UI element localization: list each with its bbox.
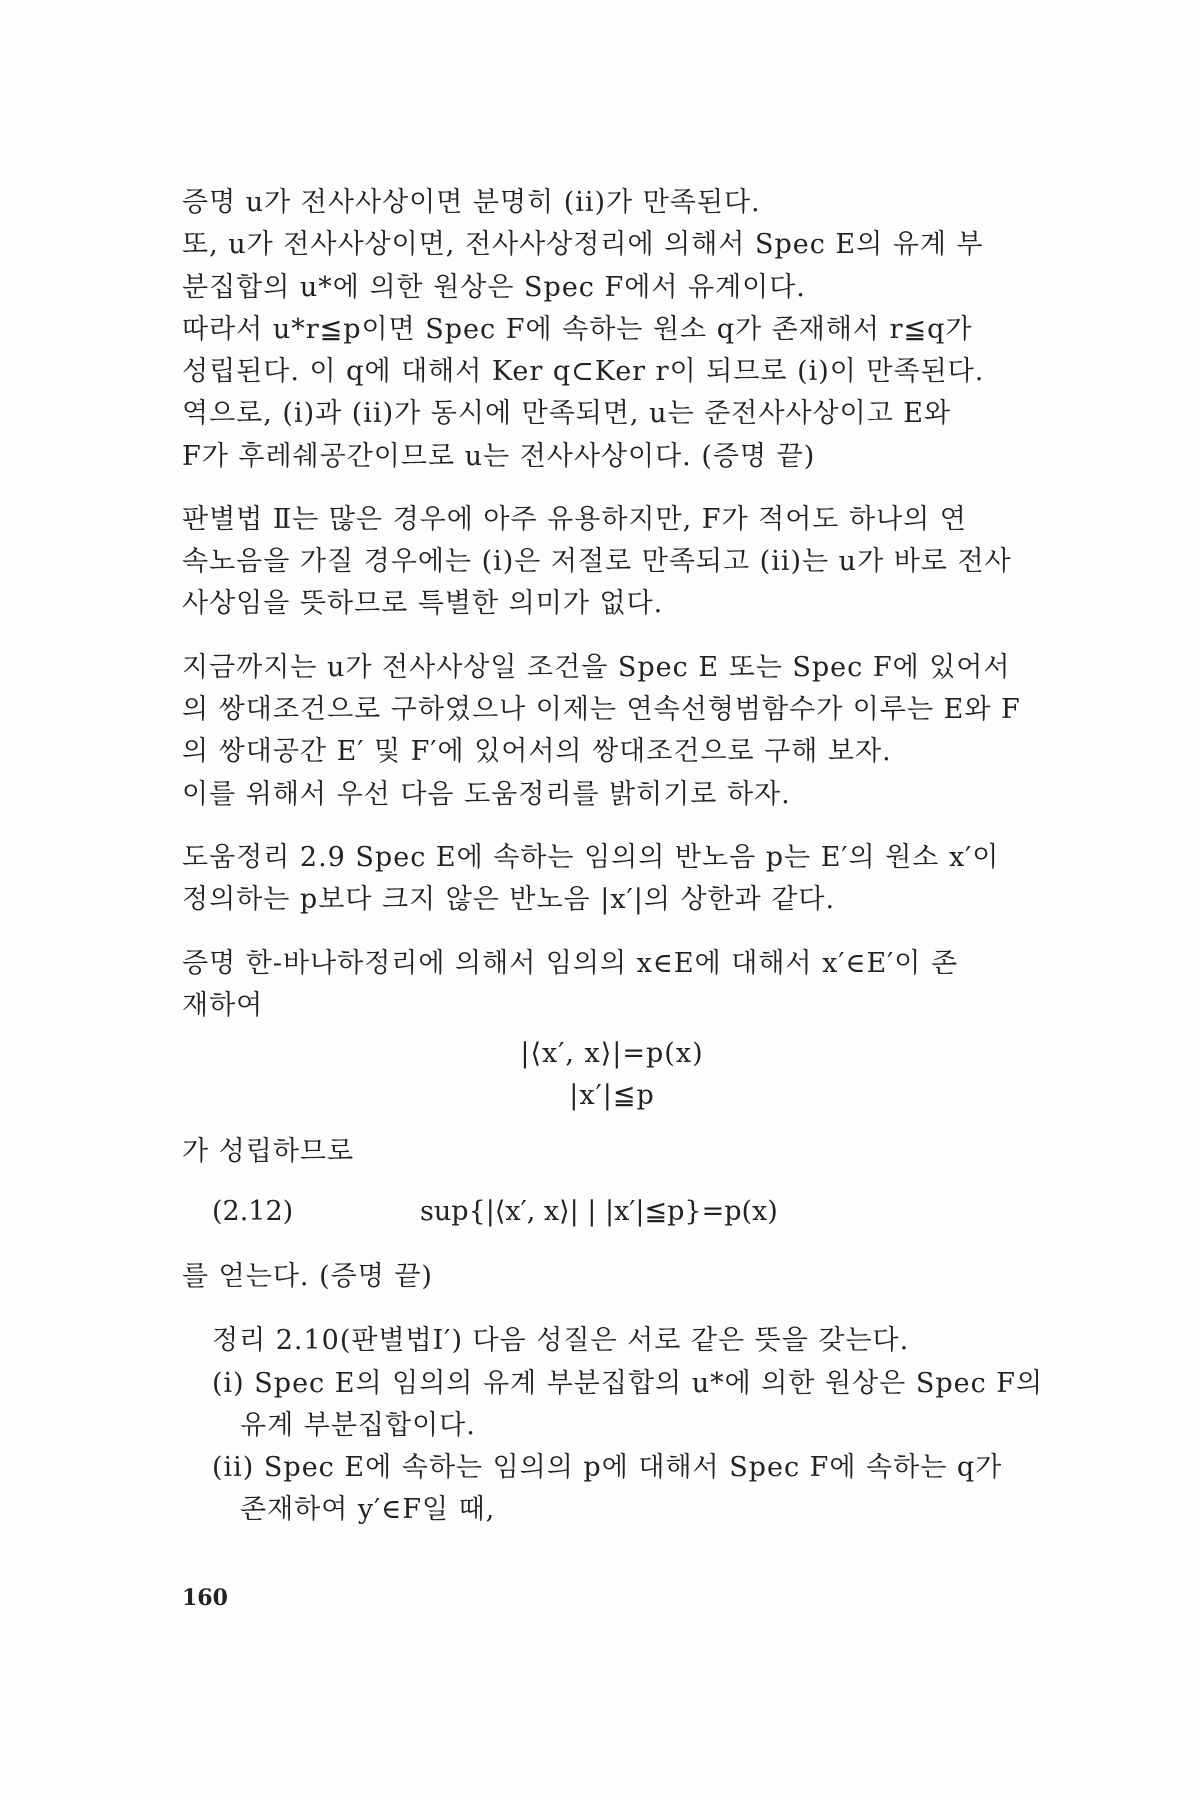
text-line: 성립된다. 이 q에 대해서 Ker q⊂Ker r이 되므로 (i)이 만족된다.: [182, 356, 985, 387]
theorem-line: 정리 2.10(판별법Ⅰ′) 다음 성질은 서로 같은 뜻을 갖는다.: [212, 1325, 910, 1356]
text-line: 역으로, (i)과 (ii)가 동시에 만족되면, u는 준전사사상이고 E와: [182, 398, 952, 429]
theorem-item: 유계 부분집합이다.: [240, 1410, 476, 1441]
text-line: 이를 위해서 우선 다음 도움정리를 밝히기로 하자.: [182, 779, 791, 810]
page-number: 160: [182, 1585, 228, 1611]
text-line: 또, u가 전사사상이면, 전사사상정리에 의해서 Spec E의 유계 부: [182, 229, 984, 260]
equation-number: (2.12): [212, 1196, 294, 1227]
text-line: 의 쌍대공간 E′ 및 F′에 있어서의 쌍대조건으로 구해 보자.: [182, 736, 892, 767]
text-line: 분집합의 u*에 의한 원상은 Spec F에서 유계이다.: [182, 272, 806, 303]
theorem-item: (ii) Spec E에 속하는 임의의 p에 대해서 Spec F에 속하는 q가: [212, 1452, 1003, 1483]
lemma-line: 정의하는 p보다 크지 않은 반노음 |x′|의 상한과 같다.: [182, 884, 836, 915]
text-line: 따라서 u*r≦p이면 Spec F에 속하는 원소 q가 존재해서 r≦q가: [182, 314, 973, 345]
theorem-item: (i) Spec E의 임의의 유계 부분집합의 u*에 의한 원상은 Spec F의: [212, 1368, 1044, 1399]
text-line: 재하여: [182, 990, 264, 1021]
proof-line: 증명 한-바나하정리에 의해서 임의의 x∈E에 대해서 x′∈E′이 존: [182, 948, 959, 979]
text-line: 지금까지는 u가 전사사상일 조건을 Spec E 또는 Spec F에 있어서: [182, 652, 1011, 683]
text-line: 가 성립하므로: [182, 1136, 355, 1167]
equation: |x′|≦p: [569, 1080, 655, 1111]
proof-line: 증명 u가 전사사상이면 분명히 (ii)가 만족된다.: [182, 187, 761, 218]
lemma-line: 도움정리 2.9 Spec E에 속하는 임의의 반노음 p는 E′의 원소 x′이: [182, 842, 1000, 873]
equation: |⟨x′, x⟩|=p(x): [520, 1038, 704, 1069]
theorem-item: 존재하여 y′∈F일 때,: [240, 1494, 496, 1525]
text-line: F가 후레쉐공간이므로 u는 전사사상이다. (증명 끝): [182, 441, 816, 472]
text-line: 속노음을 가질 경우에는 (i)은 저절로 만족되고 (ii)는 u가 바로 전사: [182, 546, 1012, 577]
text-line: 를 얻는다. (증명 끝): [182, 1261, 433, 1292]
text-line: 사상임을 뜻하므로 특별한 의미가 없다.: [182, 588, 664, 619]
text-line: 의 쌍대조건으로 구하였으나 이제는 연속선형범함수가 이루는 E와 F: [182, 694, 1021, 725]
text-line: 판별법 Ⅱ는 많은 경우에 아주 유용하지만, F가 적어도 하나의 연: [182, 504, 967, 535]
equation: sup{|⟨x′, x⟩| | |x′|≦p}=p(x): [420, 1196, 778, 1227]
